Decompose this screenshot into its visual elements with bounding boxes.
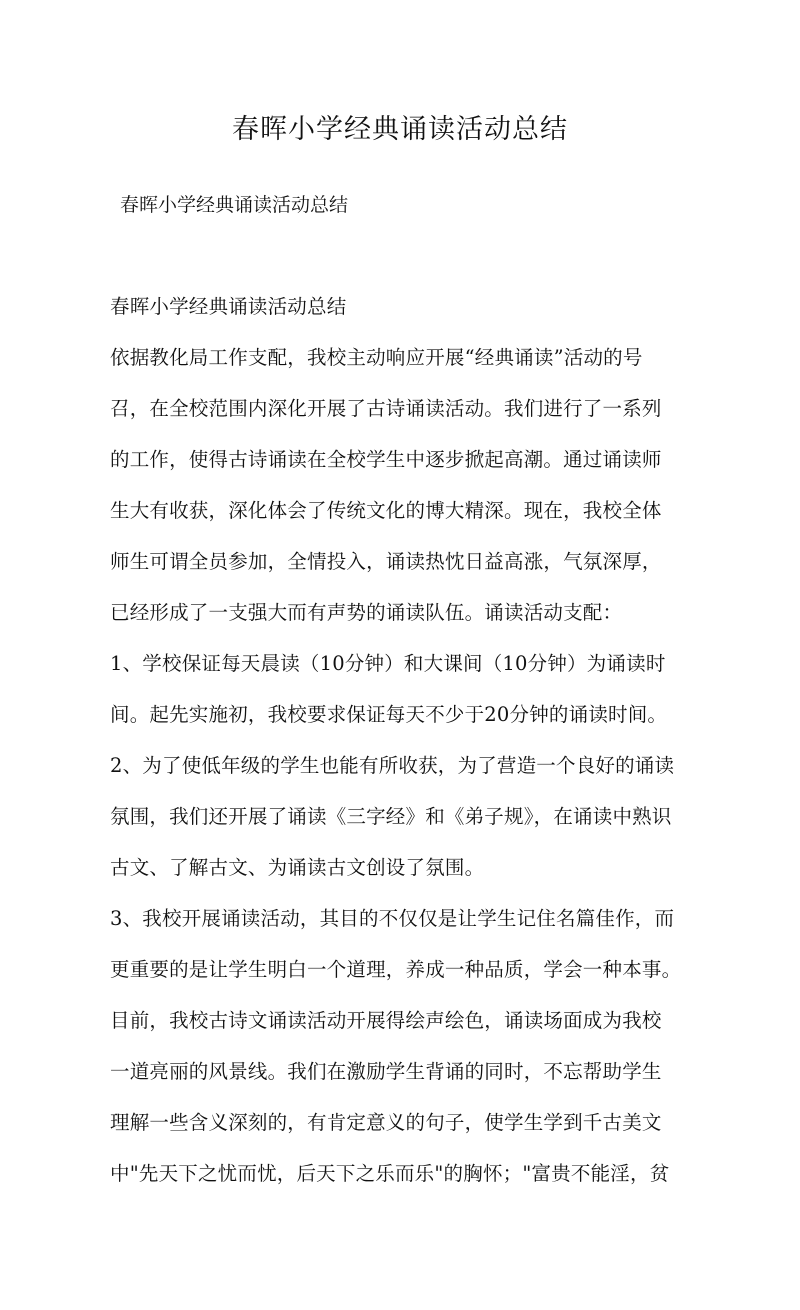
body-line: 已经形成了一支强大而有声势的诵读队伍。诵读活动支配： (110, 601, 623, 624)
body-line: 间。起先实施初，我校要求保证每天不少于20分钟的诵读时间。 (110, 703, 668, 726)
document-subtitle: 春晖小学经典诵读活动总结 (120, 194, 349, 216)
body-line: 依据教化局工作支配，我校主动响应开展“经典诵读”活动的号 (110, 346, 643, 369)
body-line: 春晖小学经典诵读活动总结 (110, 295, 347, 318)
body-line: 3、我校开展诵读活动，其目的不仅仅是让学生记住名篇佳作，而 (110, 907, 675, 930)
body-line: 更重要的是让学生明白一个道理，养成一种品质，学会一种本事。 (110, 958, 682, 981)
body-line: 一道亮丽的风景线。我们在激励学生背诵的同时，不忘帮助学生 (110, 1060, 662, 1083)
body-line: 生大有收获，深化体会了传统文化的博大精深。现在，我校全体 (110, 499, 662, 522)
body-line: 1、学校保证每天晨读（10分钟）和大课间（10分钟）为诵读时 (110, 652, 666, 675)
body-line: 的工作，使得古诗诵读在全校学生中逐步掀起高潮。通过诵读师 (110, 448, 662, 471)
body-line: 理解一些含义深刻的，有肯定意义的句子，使学生学到千古美文 (110, 1111, 662, 1134)
document-body (110, 290, 710, 1208)
body-line: 氛围，我们还开展了诵读《三字经》和《弟子规》，在诵读中熟识 (110, 805, 672, 828)
body-line: 古文、了解古文、为诵读古文创设了氛围。 (110, 856, 485, 879)
body-line: 师生可谓全员参加，全情投入，诵读热忱日益高涨，气氛深厚， (110, 550, 662, 573)
document-title: 春晖小学经典诵读活动总结 (232, 114, 568, 145)
body-line: 召，在全校范围内深化开展了古诗诵读活动。我们进行了一系列 (110, 397, 662, 420)
body-line: 中"先天下之忧而忧，后天下之乐而乐"的胸怀；"富贵不能淫，贫 (110, 1162, 670, 1185)
body-line: 目前，我校古诗文诵读活动开展得绘声绘色，诵读场面成为我校 (110, 1009, 662, 1032)
body-line: 2、为了使低年级的学生也能有所收获，为了营造一个良好的诵读 (110, 754, 675, 777)
